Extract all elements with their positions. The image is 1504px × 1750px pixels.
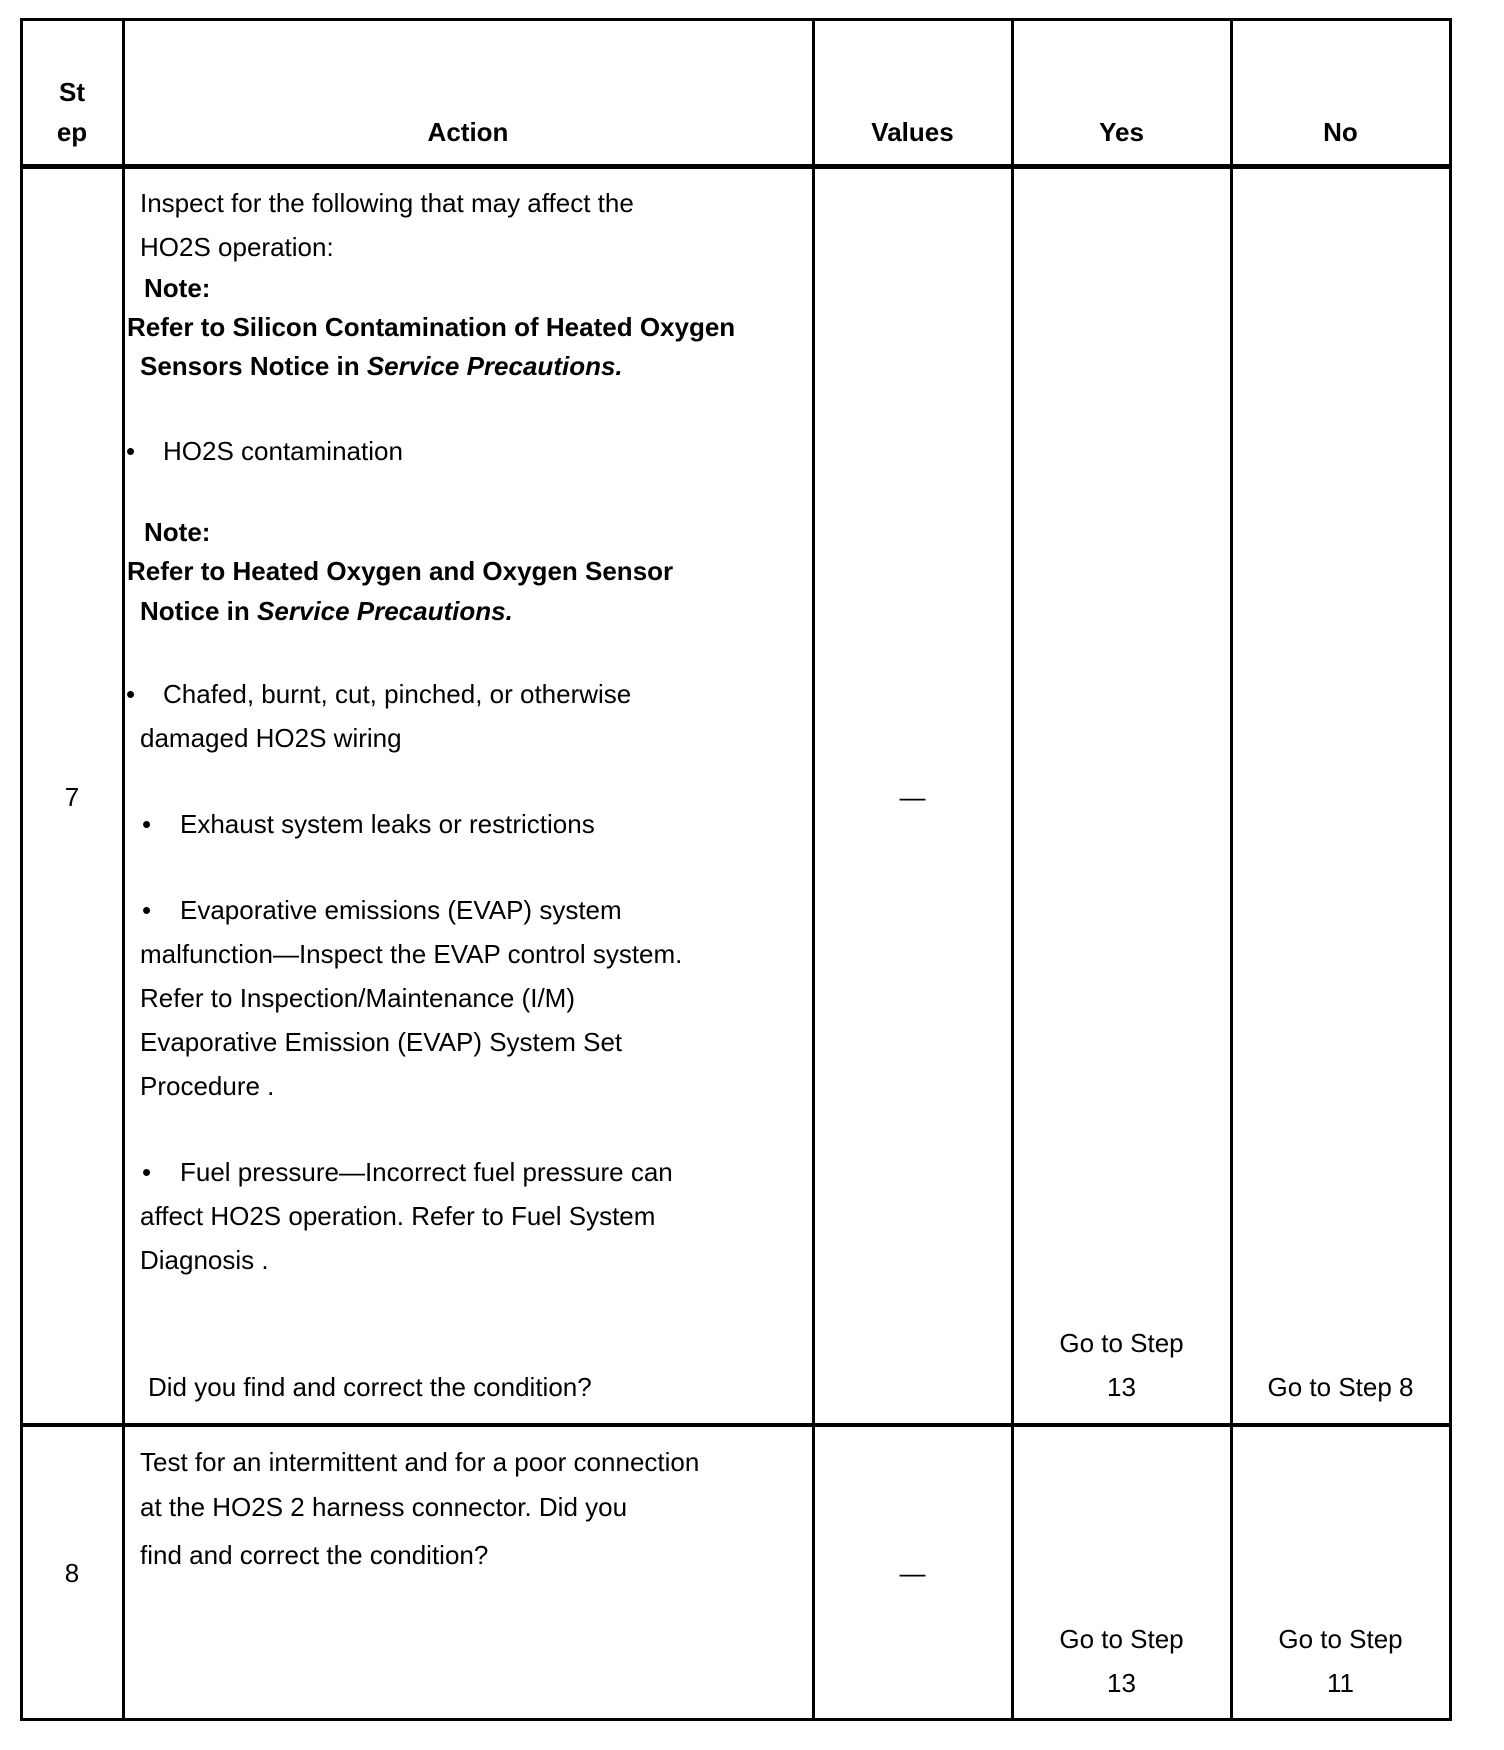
bullet-item-line2: affect HO2S operation. Refer to Fuel System [140, 1201, 656, 1231]
note-label: Note: [144, 517, 211, 547]
table-border-top [20, 18, 1452, 21]
bullet-symbol: • [126, 436, 136, 466]
value-dash: — [899, 1558, 926, 1588]
bullet-symbol: • [126, 679, 136, 709]
question: Did you find and correct the condition? [148, 1372, 592, 1402]
bullet-item-line3: Refer to Inspection/Maintenance (I/M) [140, 983, 575, 1013]
no-result: Go to Step 8 [1267, 1372, 1414, 1402]
service-precautions-reference: Service Precautions. [257, 596, 513, 626]
bullet-item-line5: Procedure . [140, 1071, 275, 1101]
column-divider-yes [1230, 18, 1233, 1721]
header-action: Action [427, 117, 509, 147]
bullet-symbol: • [142, 809, 152, 839]
note-text-prefix: Notice in [140, 596, 258, 626]
header-divider [20, 164, 1452, 169]
action-intro-line1: Inspect for the following that may affect the [140, 188, 634, 218]
action-line2: at the HO2S 2 harness connector. Did you [140, 1492, 628, 1522]
bullet-item-line1: Chafed, burnt, cut, pinched, or otherwise [163, 679, 632, 709]
bullet-item-line1: Evaporative emissions (EVAP) system [180, 895, 622, 925]
bullet-item: Exhaust system leaks or restrictions [180, 809, 595, 839]
action-line1: Test for an intermittent and for a poor connection [140, 1447, 700, 1477]
bullet-item-line2: malfunction—Inspect the EVAP control system. [140, 939, 683, 969]
column-divider-values [1011, 18, 1014, 1721]
header-no: No [1323, 117, 1358, 147]
header-values: Values [871, 117, 954, 147]
column-divider-action [812, 18, 815, 1721]
service-precautions-reference: Service Precautions. [366, 351, 623, 381]
note-text-line2 [140, 351, 623, 381]
action-line3: find and correct the condition? [140, 1540, 489, 1570]
header-step-line1: St [59, 77, 85, 107]
note-text-line2 [140, 596, 513, 626]
no-result-line2: 11 [1327, 1668, 1354, 1698]
bullet-item-line4: Evaporative Emission (EVAP) System Set [140, 1027, 623, 1057]
yes-result-line2: 13 [1107, 1372, 1136, 1402]
yes-result-line2: 13 [1107, 1668, 1136, 1698]
column-divider-step [122, 18, 125, 1721]
bullet-item: HO2S contamination [163, 436, 403, 466]
action-intro-line2: HO2S operation: [140, 232, 334, 262]
bullet-item-line2: damaged HO2S wiring [140, 723, 402, 753]
bullet-symbol: • [142, 1157, 152, 1187]
table-border-right [1449, 18, 1452, 1721]
note-text-prefix: Sensors Notice in [140, 351, 367, 381]
value-dash: — [899, 782, 926, 812]
yes-result-line1: Go to Step [1059, 1624, 1184, 1654]
header-step-line2: ep [56, 117, 88, 147]
table-border-left [20, 18, 23, 1721]
note-label: Note: [144, 273, 211, 303]
note-text-line1: Refer to Heated Oxygen and Oxygen Sensor [127, 556, 674, 586]
bullet-symbol: • [142, 895, 152, 925]
no-result-line1: Go to Step [1278, 1624, 1403, 1654]
header-yes: Yes [1099, 117, 1144, 147]
bullet-item-line1: Fuel pressure—Incorrect fuel pressure can [180, 1157, 673, 1187]
note-text-line1: Refer to Silicon Contamination of Heated Oxygen [127, 312, 736, 342]
step-number: 8 [64, 1558, 80, 1588]
yes-result-line1: Go to Step [1059, 1328, 1184, 1358]
row-divider [20, 1423, 1452, 1427]
bullet-item-line3: Diagnosis . [140, 1245, 269, 1275]
table-border-bottom [20, 1718, 1452, 1721]
step-number: 7 [64, 782, 80, 812]
